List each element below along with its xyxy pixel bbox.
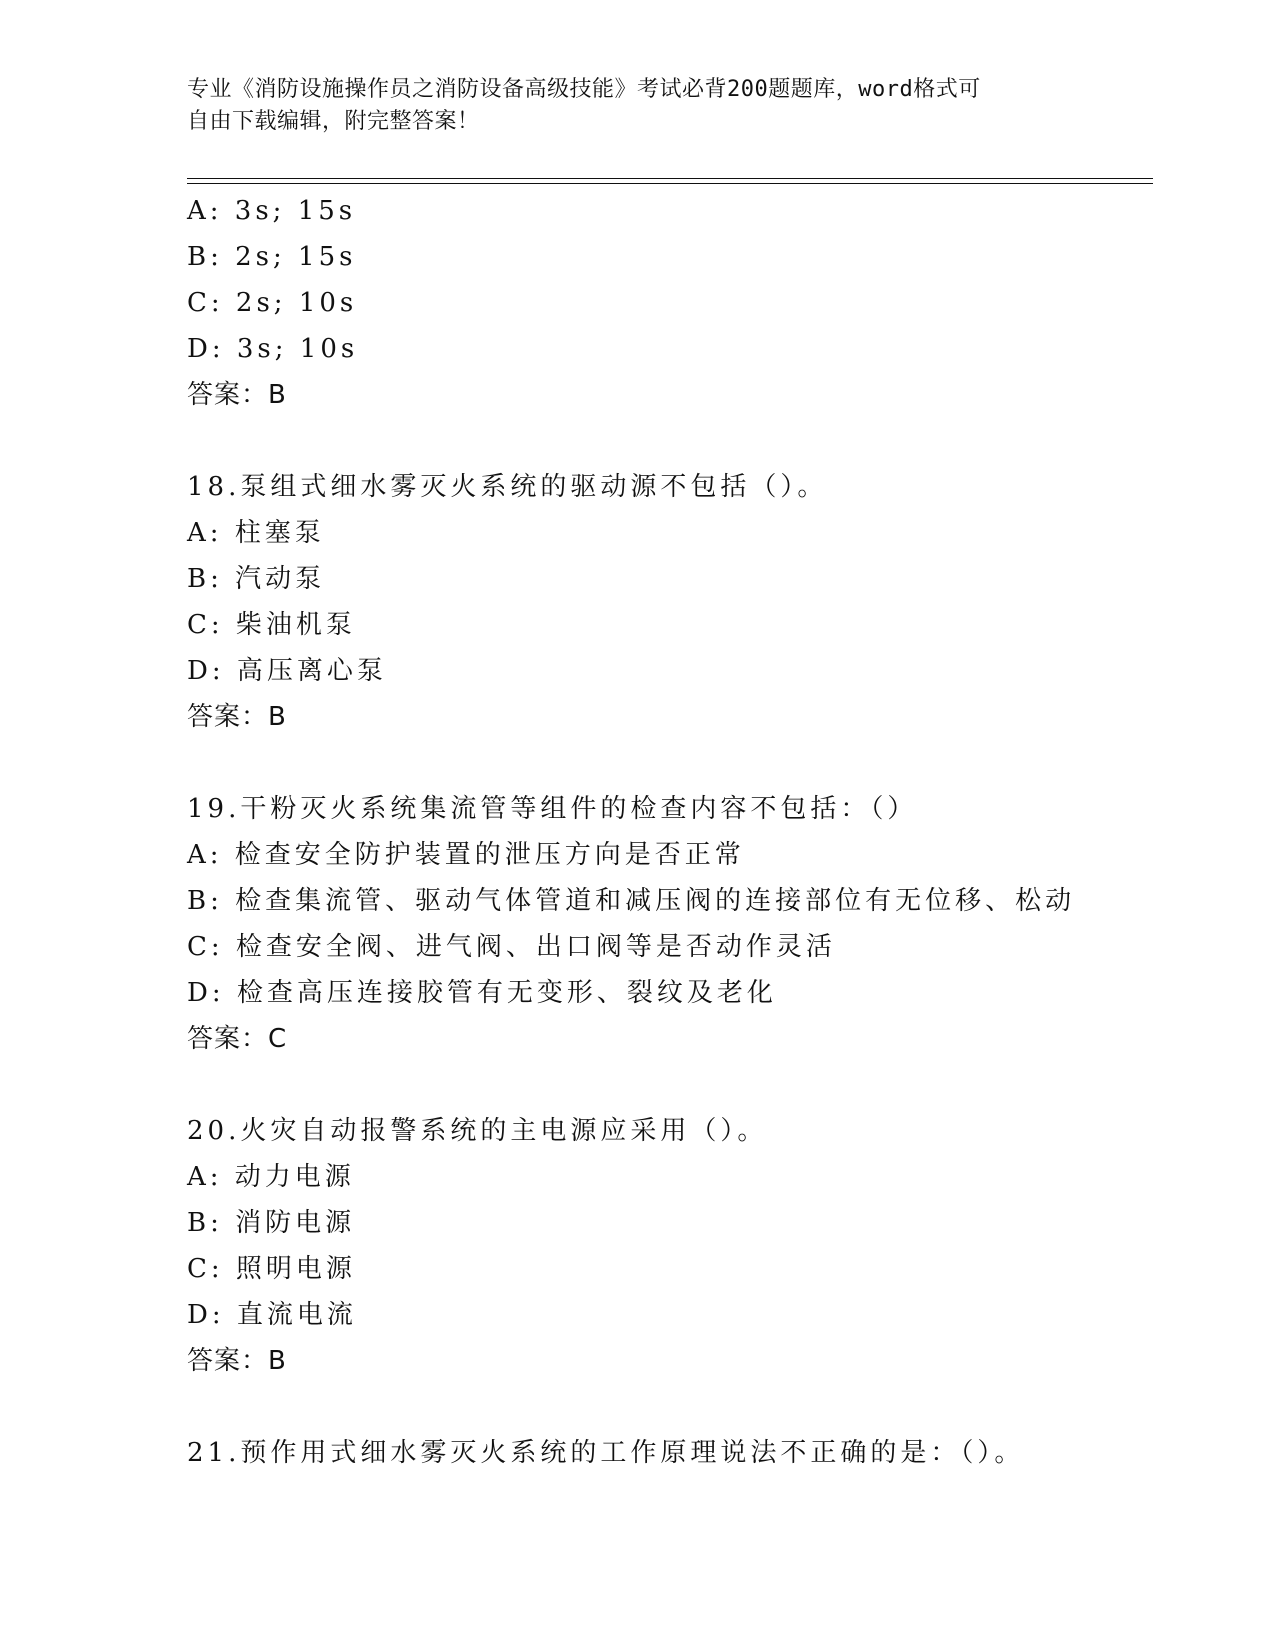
option-a: A: 3s; 15s <box>187 196 357 226</box>
header-line-2: 自由下载编辑，附完整答案！ <box>187 109 480 134</box>
option-b: B: 消防电源 <box>187 1208 356 1238</box>
question-block-17 <box>187 188 1187 418</box>
question-block-21 <box>187 1430 1187 1476</box>
question-text: 18.泵组式细水雾灭火系统的驱动源不包括（）。 <box>187 472 828 502</box>
header-rule-bottom <box>187 183 1153 184</box>
option-c: C: 照明电源 <box>187 1254 356 1284</box>
spacer <box>187 418 1187 464</box>
question-block-19 <box>187 786 1187 1062</box>
option-a: A: 动力电源 <box>187 1162 355 1192</box>
option-d: D: 直流电流 <box>187 1300 357 1330</box>
header-rule-top <box>187 178 1153 179</box>
header-line-1: 专业《消防设施操作员之消防设备高级技能》考试必背200题题库，word格式可 <box>187 77 981 102</box>
question-text: 20.火灾自动报警系统的主电源应采用（）。 <box>187 1116 768 1146</box>
spacer <box>187 740 1187 786</box>
question-list <box>187 188 1187 1476</box>
option-b: B: 汽动泵 <box>187 564 326 594</box>
answer-line: 答案：C <box>187 1024 288 1054</box>
question-text: 19.干粉灭火系统集流管等组件的检查内容不包括：（） <box>187 794 918 824</box>
question-text: 21.预作用式细水雾灭火系统的工作原理说法不正确的是：（）。 <box>187 1438 1025 1468</box>
option-d: D: 检查高压连接胶管有无变形、裂纹及老化 <box>187 978 777 1008</box>
spacer <box>187 1384 1187 1430</box>
option-d: D: 3s; 10s <box>187 334 359 364</box>
option-c: C: 检查安全阀、进气阀、出口阀等是否动作灵活 <box>187 932 836 962</box>
answer-line: 答案：B <box>187 702 287 732</box>
option-d: D: 高压离心泵 <box>187 656 387 686</box>
option-a: A: 检查安全防护装置的泄压方向是否正常 <box>187 840 745 870</box>
option-c: C: 柴油机泵 <box>187 610 356 640</box>
spacer <box>187 1062 1187 1108</box>
document-header <box>187 74 1087 138</box>
option-b: B: 检查集流管、驱动气体管道和减压阀的连接部位有无位移、松动 <box>187 886 1076 916</box>
option-b: B: 2s; 15s <box>187 242 357 272</box>
question-block-18 <box>187 464 1187 740</box>
answer-line: 答案：B <box>187 380 287 410</box>
question-block-20 <box>187 1108 1187 1384</box>
option-a: A: 柱塞泵 <box>187 518 325 548</box>
answer-line: 答案：B <box>187 1346 287 1376</box>
option-c: C: 2s; 10s <box>187 288 358 318</box>
